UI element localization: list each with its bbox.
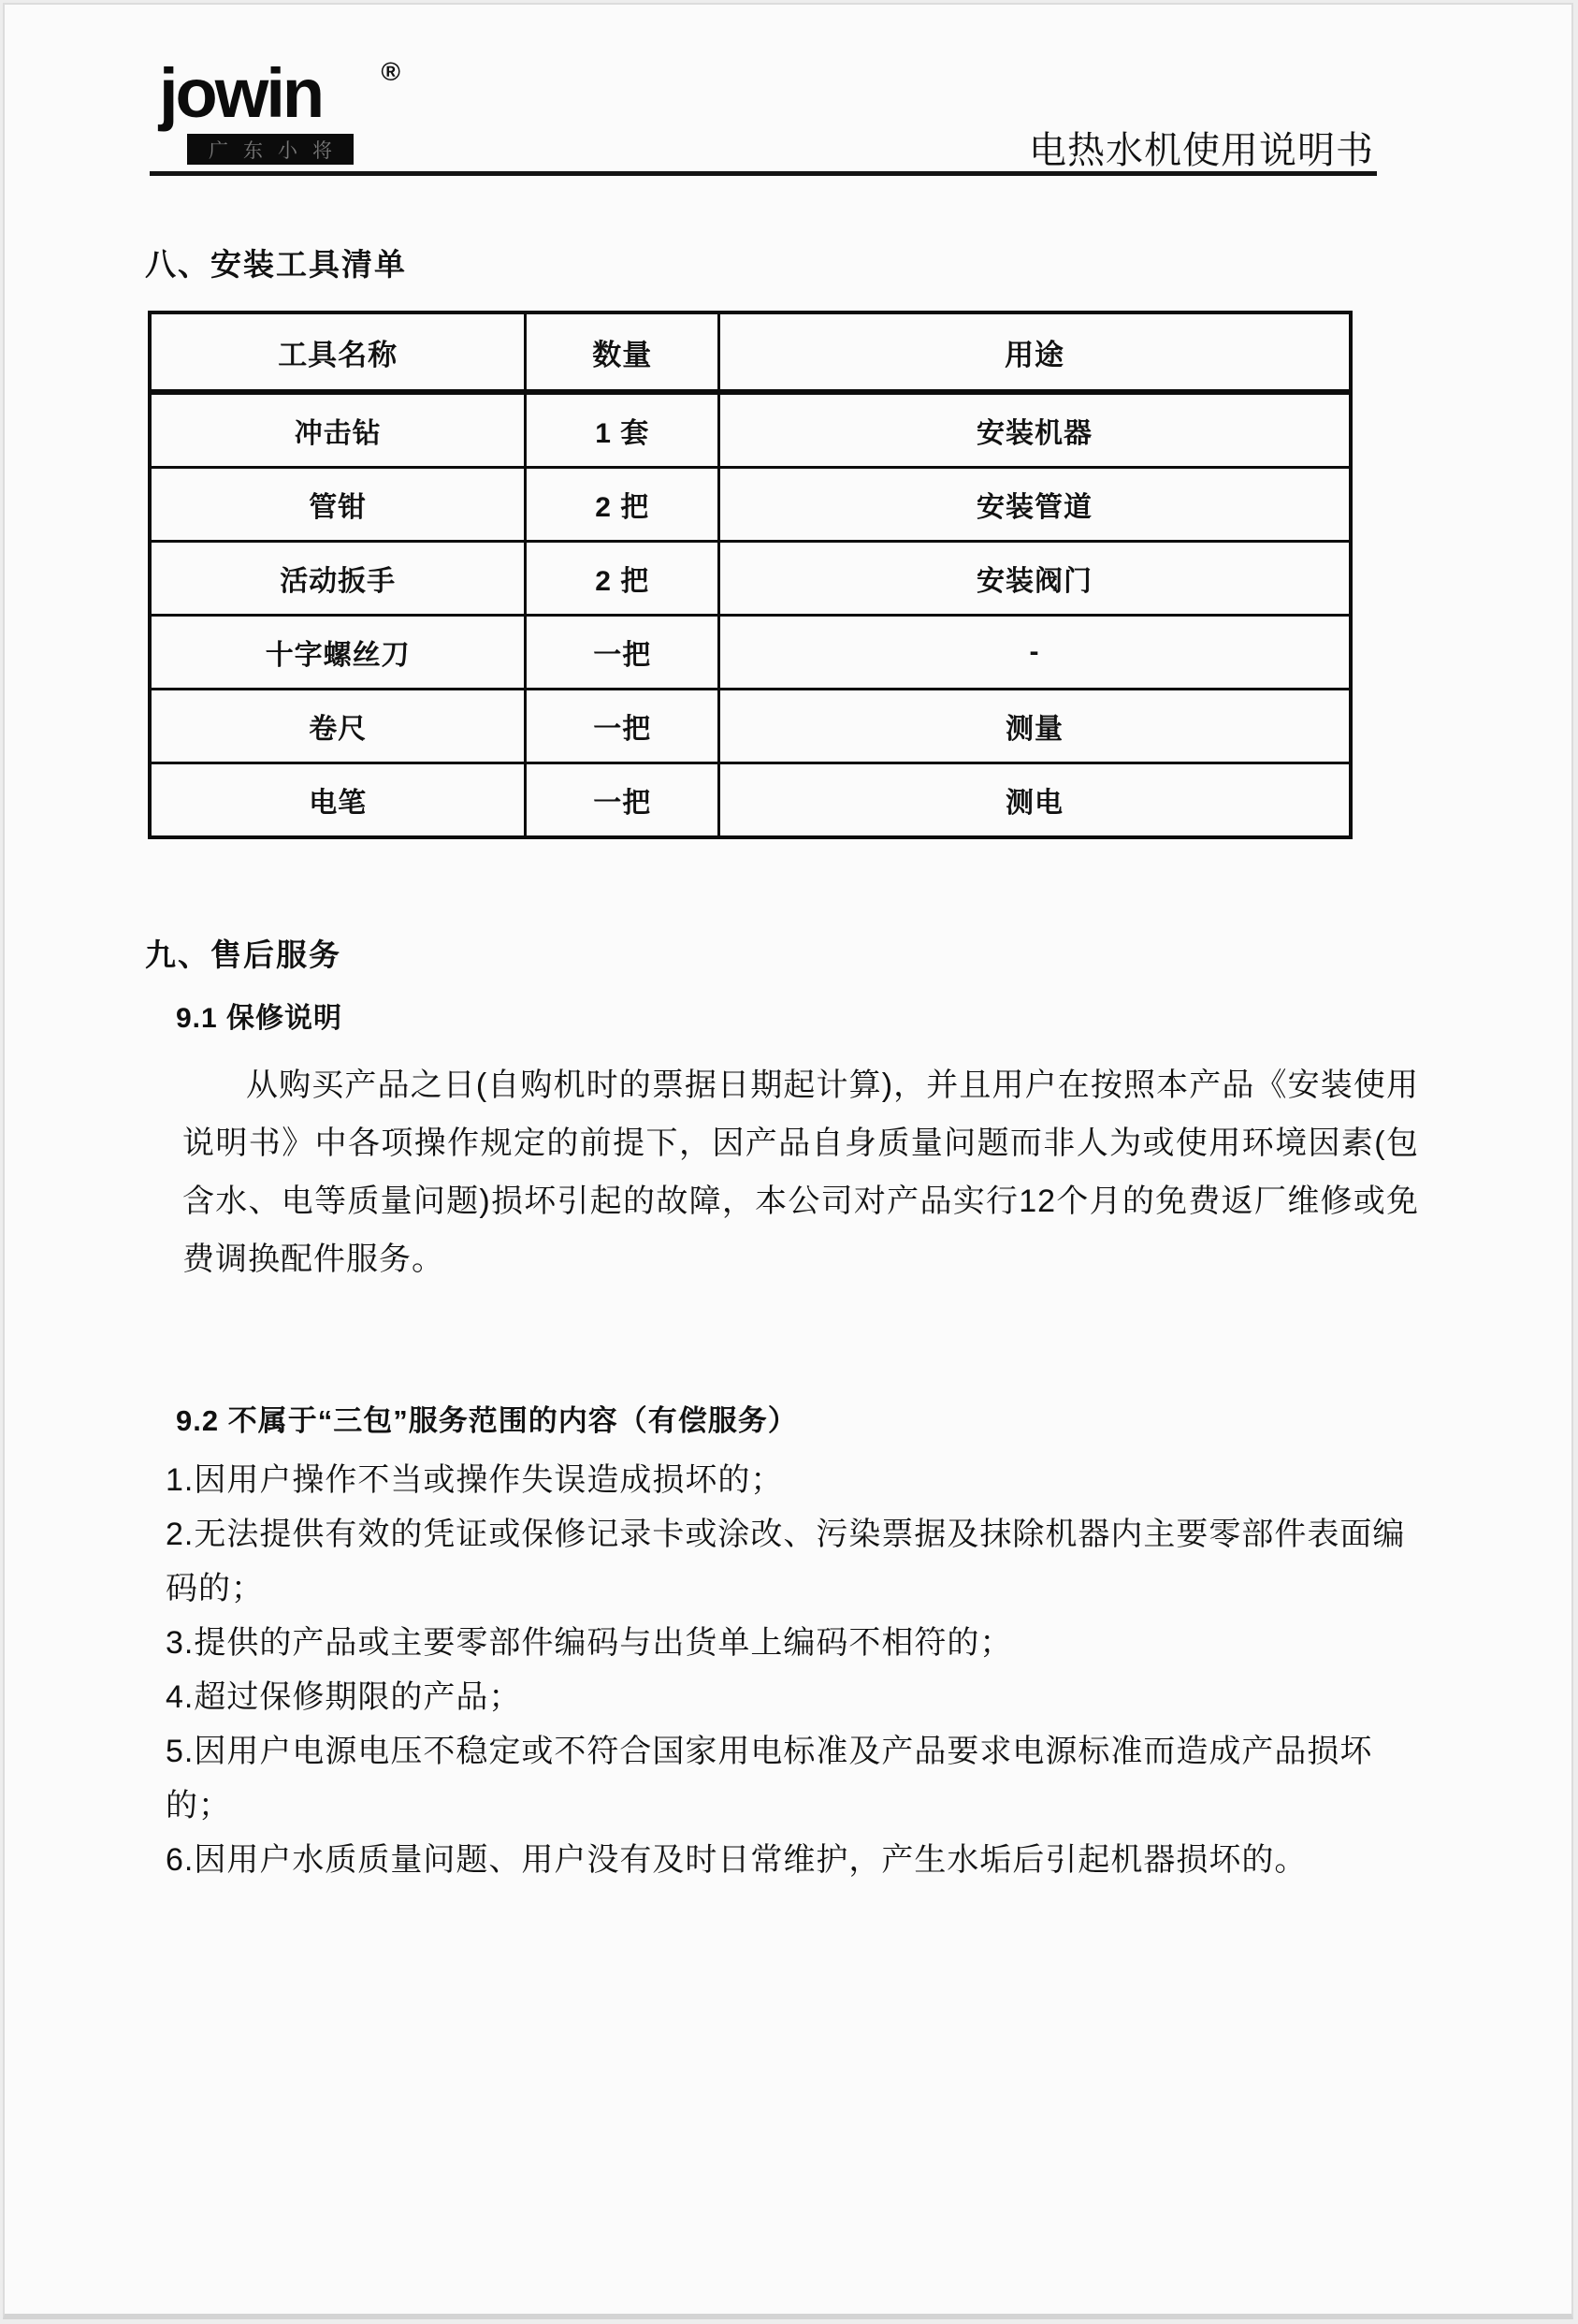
table-cell: 测电	[719, 763, 1351, 838]
table-cell: 一把	[526, 763, 719, 838]
table-cell: 冲击钻	[150, 392, 526, 468]
brand-logo-tagline: 广东小将	[209, 139, 347, 162]
warranty-paragraph: 从购买产品之日(自购机时的票据日期起计算)，并且用户在按照本产品《安装使用说明书》中各项操作规定的前提下，因产品自身质量问题而非人为或使用环境因素(包含水、电等质量问题)损坏引起的故障，本公司对产品实行12个月的免费返厂维修或免费调换配件服务。	[182, 1068, 1419, 1277]
table-cell: 安装阀门	[719, 542, 1351, 616]
installation-tools-table	[148, 311, 1353, 839]
list-item: 4.超过保修期限的产品；	[166, 1679, 522, 1715]
table-row	[150, 542, 1351, 616]
non-warranty-list	[166, 1453, 1415, 1887]
table-cell: 1 套	[526, 392, 719, 468]
list-item: 6.因用户水质质量问题、用户没有及时日常维护，产生水垢后引起机器损坏的。	[166, 1842, 1308, 1878]
table-cell: -	[719, 616, 1351, 690]
table-cell: 卷尺	[150, 690, 526, 763]
list-item: 2.无法提供有效的凭证或保修记录卡或涂改、污染票据及抹除机器内主要零部件表面编码的；	[166, 1517, 1406, 1606]
table-cell: 十字螺丝刀	[150, 616, 526, 690]
section-8-heading: 八、安装工具清单	[145, 247, 407, 282]
table-cell: 电笔	[150, 763, 526, 838]
table-cell: 管钳	[150, 468, 526, 542]
list-item: 5.因用户电源电压不稳定或不符合国家用电标准及产品要求电源标准而造成产品损坏的；	[166, 1734, 1373, 1823]
table-row	[150, 392, 1351, 468]
table-column-header: 用途	[719, 312, 1351, 392]
table-cell: 一把	[526, 690, 719, 763]
manual-page	[3, 3, 1573, 2319]
table-column-header: 数量	[526, 312, 719, 392]
section-9-1-heading: 9.1 保修说明	[176, 1003, 343, 1034]
table-row	[150, 690, 1351, 763]
table-row	[150, 616, 1351, 690]
table-row	[150, 763, 1351, 838]
table-row	[150, 468, 1351, 542]
document-title: 电热水机使用说明书	[1029, 130, 1374, 171]
section-9-heading: 九、售后服务	[145, 937, 341, 972]
header-divider	[150, 171, 1377, 176]
table-cell: 一把	[526, 616, 719, 690]
table-cell: 安装机器	[719, 392, 1351, 468]
list-item: 1.因用户操作不当或操作失误造成损坏的；	[166, 1462, 784, 1498]
table-cell: 2 把	[526, 542, 719, 616]
brand-logo-text: jowin	[159, 54, 323, 132]
list-item: 3.提供的产品或主要零部件编码与出货单上编码不相符的；	[166, 1625, 1013, 1661]
table-cell: 测量	[719, 690, 1351, 763]
table-column-header: 工具名称	[150, 312, 526, 392]
tool-table-body	[150, 392, 1351, 837]
section-9-2-heading: 9.2 不属于“三包”服务范围的内容（有偿服务）	[176, 1404, 798, 1437]
table-cell: 2 把	[526, 468, 719, 542]
table-cell: 安装管道	[719, 468, 1351, 542]
table-header-row	[150, 312, 1351, 392]
table-cell: 活动扳手	[150, 542, 526, 616]
registered-trademark-icon: ®	[381, 57, 400, 86]
